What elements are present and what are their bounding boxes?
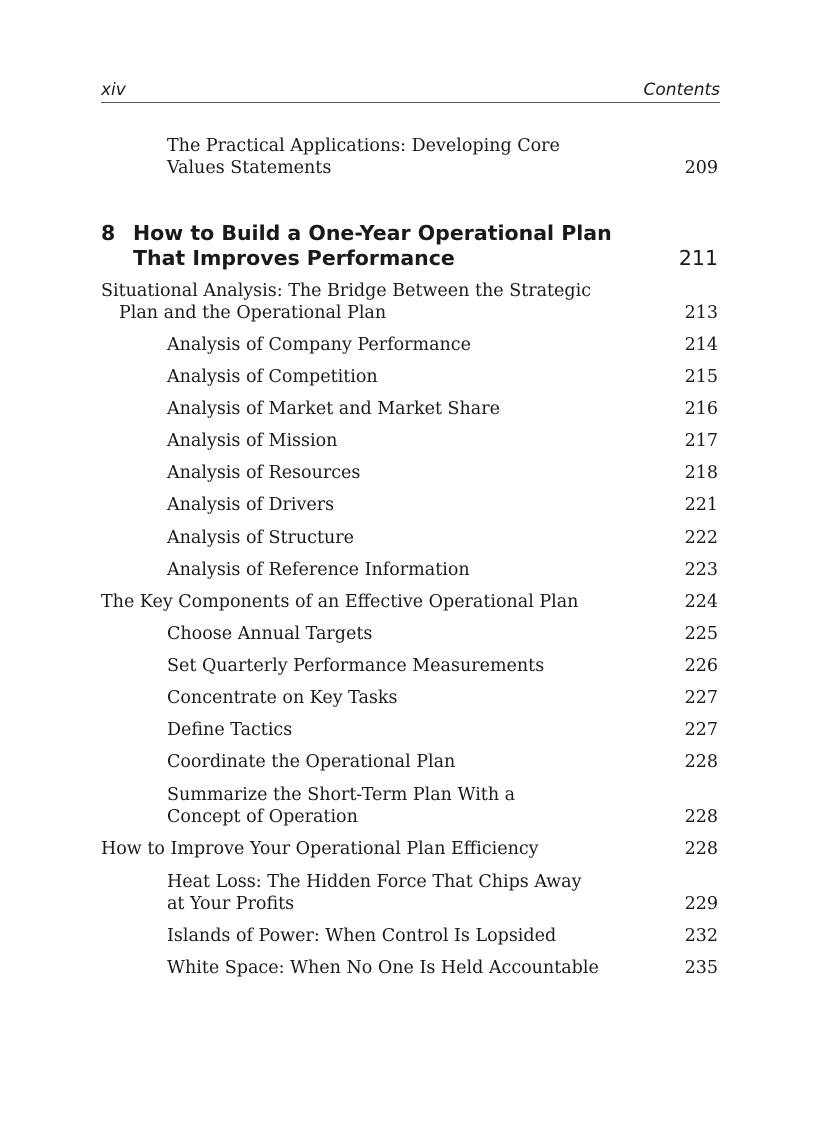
- subsection-title: Choose Annual Targets: [167, 624, 373, 644]
- toc-page-number: 215: [684, 367, 718, 387]
- subsection-title: Analysis of Resources: [167, 463, 361, 483]
- toc-page-number: 228: [684, 752, 718, 772]
- toc-page-number: 225: [684, 624, 718, 644]
- section-title-line: The Key Components of an Effective Operational Plan: [101, 592, 579, 612]
- subsection-title: Concentrate on Key Tasks: [167, 688, 398, 708]
- page-number-roman: xiv: [101, 80, 126, 100]
- toc-page-number: 217: [684, 431, 718, 451]
- subsection-title: Summarize the Short-Term Plan With a: [167, 785, 516, 805]
- chapter-title-line: That Improves Performance: [133, 246, 455, 270]
- subsection-title: Analysis of Mission: [167, 431, 338, 451]
- subsection-title: Coordinate the Operational Plan: [167, 752, 456, 772]
- section-title-line: Situational Analysis: The Bridge Between the Strategic: [101, 281, 592, 301]
- toc-page-number: 216: [684, 399, 718, 419]
- toc-page-number: 228: [684, 807, 718, 827]
- toc-page-number: 227: [684, 688, 718, 708]
- toc-page-number: 228: [684, 839, 718, 859]
- subsection-title: Define Tactics: [167, 720, 293, 740]
- toc-page-number: 221: [684, 495, 718, 515]
- subsection-title: Heat Loss: The Hidden Force That Chips Away: [167, 872, 582, 892]
- chapter-page-number: 211: [678, 246, 718, 270]
- subsection-title: Analysis of Market and Market Share: [167, 399, 500, 419]
- subsection-title: Islands of Power: When Control Is Lopsided: [167, 926, 557, 946]
- chapter-title-line: How to Build a One-Year Operational Plan: [133, 221, 612, 245]
- subsection-title: at Your Profits: [167, 894, 295, 914]
- toc-page-number: 226: [684, 656, 718, 676]
- toc-entry-line: Values Statements: [167, 158, 332, 178]
- subsection-title: Analysis of Company Performance: [167, 335, 471, 355]
- section-title-line: Plan and the Operational Plan: [119, 303, 387, 323]
- toc-page-number: 232: [684, 926, 718, 946]
- toc-page-number: 213: [684, 303, 718, 323]
- toc-page-number: 227: [684, 720, 718, 740]
- subsection-title: Set Quarterly Performance Measurements: [167, 656, 545, 676]
- chapter-number: 8: [101, 221, 116, 245]
- subsection-title: Analysis of Drivers: [167, 495, 335, 515]
- subsection-title: White Space: When No One Is Held Accountable: [167, 958, 599, 978]
- subsection-title: Analysis of Competition: [167, 367, 378, 387]
- toc-page-number: 229: [684, 894, 718, 914]
- toc-page-number: 218: [684, 463, 718, 483]
- toc-page-number: 209: [684, 158, 718, 178]
- subsection-title: Analysis of Reference Information: [167, 560, 470, 580]
- running-title: Contents: [643, 80, 720, 100]
- toc-page-number: 223: [684, 560, 718, 580]
- section-title-line: How to Improve Your Operational Plan Efficiency: [101, 839, 539, 859]
- toc-page-number: 222: [684, 528, 718, 548]
- toc-page-number: 235: [684, 958, 718, 978]
- toc-page-number: 214: [684, 335, 718, 355]
- toc-page-number: 224: [684, 592, 718, 612]
- toc-entry-line: The Practical Applications: Developing Core: [167, 136, 560, 156]
- running-header: [101, 80, 720, 103]
- subsection-title: Analysis of Structure: [167, 528, 355, 548]
- chapter-heading: [101, 221, 612, 246]
- subsection-title: Concept of Operation: [167, 807, 358, 827]
